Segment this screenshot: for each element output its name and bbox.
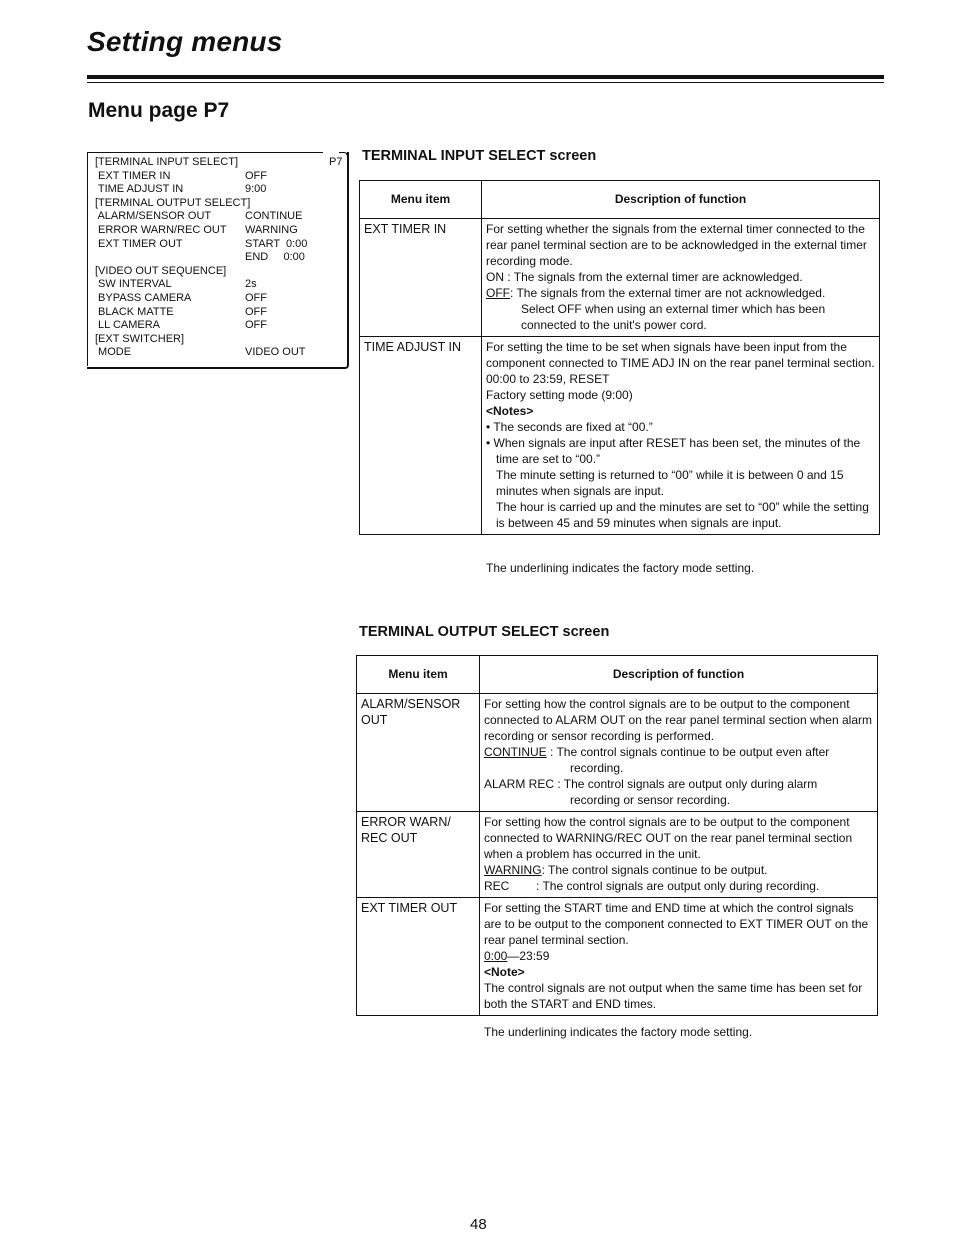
desc-ext-timer-out — [480, 898, 878, 1016]
table-row — [360, 337, 880, 535]
desc-text: Factory setting mode (9:00) — [486, 388, 633, 402]
menu-row-label: SW INTERVAL — [95, 278, 172, 291]
output-select-table — [356, 655, 878, 1016]
input-select-table — [359, 180, 880, 535]
menu-row-label: ALARM/SENSOR OUT — [95, 210, 212, 223]
desc-error-warn-rec-out — [480, 812, 878, 898]
table-row — [357, 694, 878, 812]
menu-row-value: 2s — [245, 278, 257, 291]
item-ext-timer-out: EXT TIMER OUT — [357, 898, 480, 1016]
menu-row-value: WARNING — [245, 224, 298, 236]
table-header-row — [357, 656, 878, 694]
menu-row-label: EXT TIMER IN — [95, 169, 171, 182]
item-ext-timer-in: EXT TIMER IN — [360, 219, 482, 337]
output-footnote: The underlining indicates the factory mode setting. — [484, 1025, 753, 1039]
factory-underline: 0:00 — [484, 949, 508, 963]
menu-row-label: [TERMINAL INPUT SELECT] — [95, 156, 239, 168]
desc-text: The control signals are not output when the same time has been set for both the START and END times. — [484, 981, 863, 1011]
table-row — [360, 219, 880, 337]
item-time-adjust-in: TIME ADJUST IN — [360, 337, 482, 535]
note-item: The minute setting is returned to “00” while it is between 0 and 15 minutes when signals are input. — [496, 468, 844, 498]
input-footnote: The underlining indicates the factory mode setting. — [486, 561, 755, 575]
menu-row-value: OFF — [245, 292, 267, 304]
desc-text: For setting how the control signals are to be output to the component connected to ALARM OUT on the rear panel terminal section when alarm recording or sensor recording is performed. — [484, 697, 872, 743]
menu-row-label: ERROR WARN/REC OUT — [95, 224, 227, 236]
item-text: ERROR WARN/ — [361, 815, 451, 829]
item-alarm-sensor-out — [357, 694, 480, 812]
menu-row-value: START 0:00 — [245, 237, 308, 250]
desc-option-warning — [484, 862, 873, 878]
desc-text: Select OFF when using an external timer which has been connected to the unit's power cord. — [521, 302, 826, 332]
desc-text: For setting how the control signals are to be output to the component connected to WARNING/REC OUT on the rear panel terminal section when a problem has occurred in the unit. — [484, 815, 853, 861]
menu-row-label: [EXT SWITCHER] — [95, 332, 185, 345]
menu-row-value: OFF — [245, 305, 267, 318]
item-text: ALARM/SENSOR — [361, 697, 461, 711]
desc-text: : The signals from the external timer are not acknowledged. — [510, 286, 826, 300]
item-error-warn-rec-out — [357, 812, 480, 898]
desc-text: REC : The control signals are output only during recording. — [484, 879, 820, 893]
menu-row-value: 9:00 — [245, 183, 267, 196]
menu-page-label: P7 — [329, 156, 343, 168]
factory-underline: WARNING — [484, 863, 542, 877]
desc-text: —23:59 — [507, 949, 550, 963]
page-number: 48 — [470, 1216, 487, 1233]
item-text: REC OUT — [361, 831, 418, 845]
page-subtitle: Menu page P7 — [88, 99, 230, 122]
menu-row-label: MODE — [95, 346, 132, 359]
input-section-heading: TERMINAL INPUT SELECT screen — [362, 148, 597, 164]
menu-row-label: LL CAMERA — [95, 319, 161, 332]
menu-row-label: [TERMINAL OUTPUT SELECT] — [95, 196, 251, 209]
note-item: • The seconds are fixed at “00.” — [486, 420, 653, 434]
menu-row-label: BYPASS CAMERA — [95, 292, 192, 304]
factory-underline: CONTINUE — [484, 745, 547, 759]
menu-row-value: END 0:00 — [245, 251, 305, 264]
col-header-item: Menu item — [360, 181, 482, 219]
desc-option-off — [486, 285, 875, 301]
menu-row-value: CONTINUE — [245, 210, 303, 223]
table-row — [357, 898, 878, 1016]
menu-screen-box — [87, 152, 349, 369]
output-section-heading: TERMINAL OUTPUT SELECT screen — [359, 624, 610, 640]
table-header-row — [360, 181, 880, 219]
menu-row-label: BLACK MATTE — [95, 305, 174, 318]
col-header-desc: Description of function — [480, 656, 878, 694]
desc-range — [484, 948, 873, 964]
menu-row-label: [VIDEO OUT SEQUENCE] — [95, 264, 227, 277]
note-label: <Note> — [484, 965, 525, 979]
menu-box-left-border — [87, 152, 88, 366]
desc-text: ALARM REC : The control signals are output only during alarm — [484, 777, 818, 791]
desc-text: ON : The signals from the external timer are acknowledged. — [486, 270, 803, 284]
menu-row-value: OFF — [245, 319, 267, 332]
factory-underline: OFF — [486, 286, 510, 300]
menu-row-label: TIME ADJUST IN — [95, 183, 184, 196]
menu-row-value: OFF — [245, 169, 267, 182]
note-item: The hour is carried up and the minutes are set to “00” while the setting is between 45 and 59 minutes when signals are input. — [496, 500, 869, 530]
desc-alarm-sensor-out — [480, 694, 878, 812]
desc-text: recording. — [570, 761, 624, 775]
desc-text: : The control signals continue to be output even after — [546, 745, 830, 759]
desc-text: 00:00 to 23:59, RESET — [486, 372, 610, 386]
notes-label: <Notes> — [486, 404, 534, 418]
desc-text: recording or sensor recording. — [570, 793, 731, 807]
menu-box-top-border — [87, 152, 323, 153]
desc-text: For setting the time to be set when signals have been input from the component connected to TIME ADJ IN on the rear panel terminal section. — [486, 340, 875, 370]
desc-option-continue — [484, 744, 873, 760]
desc-ext-timer-in — [482, 219, 880, 337]
note-item: • When signals are input after RESET has been set, the minutes of the time are set to “00.” — [486, 436, 861, 466]
desc-text: For setting whether the signals from the external timer connected to the rear panel terminal section are to be acknowledged in the external timer recording mode. — [486, 222, 867, 268]
desc-time-adjust-in — [482, 337, 880, 535]
page-title: Setting menus — [87, 26, 283, 57]
menu-row-label: EXT TIMER OUT — [95, 237, 183, 250]
col-header-desc: Description of function — [482, 181, 880, 219]
title-rule-thick — [87, 75, 884, 79]
item-text: OUT — [361, 713, 388, 727]
menu-row-value: VIDEO OUT — [245, 346, 306, 359]
desc-text: For setting the START time and END time at which the control signals are to be output to the component connected to EXT TIMER OUT on the rear panel terminal section. — [484, 901, 869, 947]
col-header-item: Menu item — [357, 656, 480, 694]
table-row — [357, 812, 878, 898]
title-rule-thin — [87, 82, 884, 83]
desc-text: : The control signals continue to be output. — [541, 863, 768, 877]
